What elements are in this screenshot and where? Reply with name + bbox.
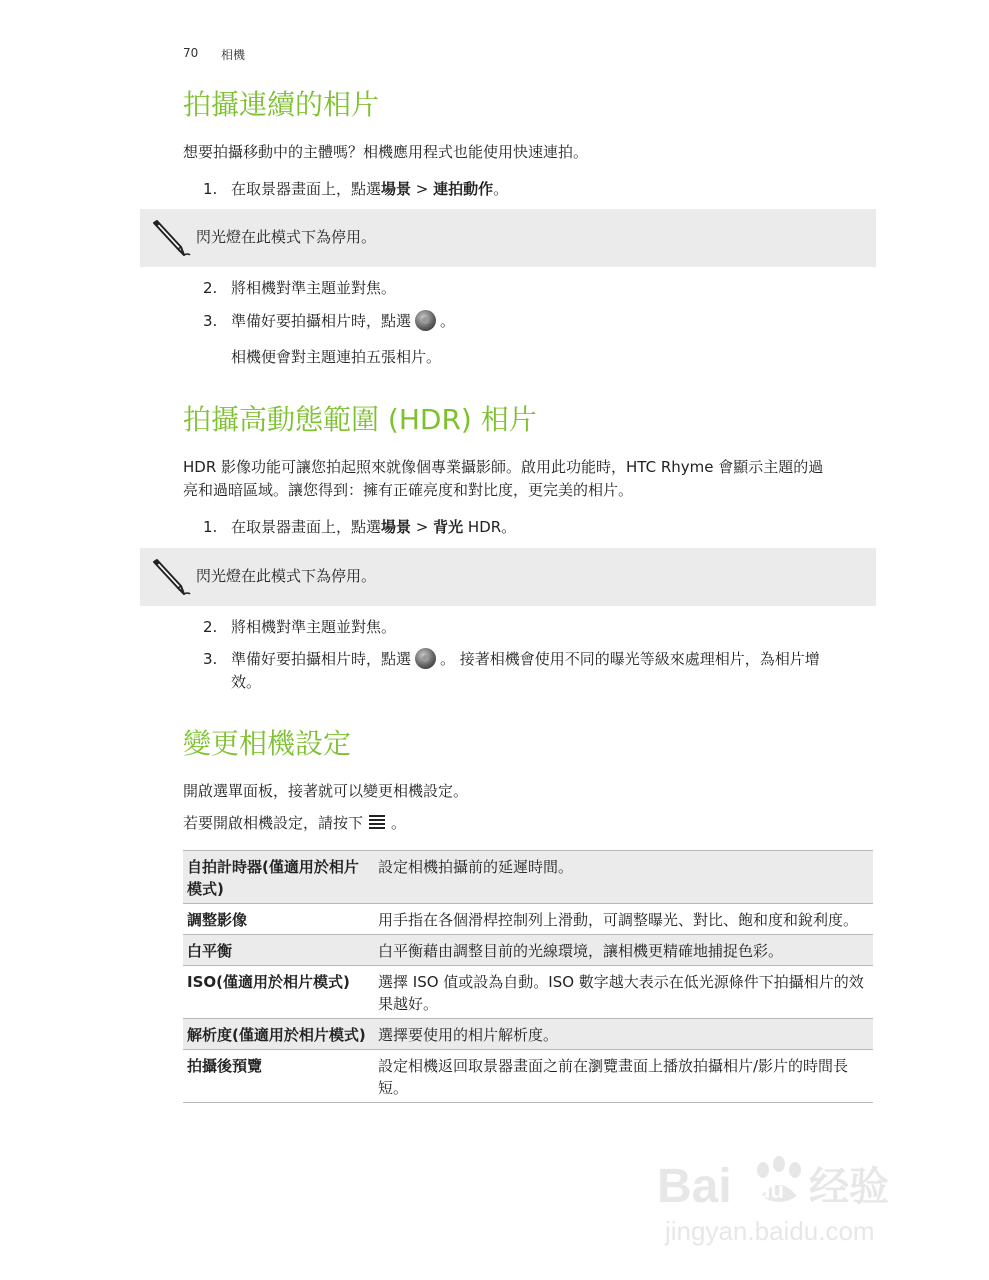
setting-name: 拍攝後預覽 <box>187 1057 263 1075</box>
hdr-step1 <box>231 516 516 538</box>
hdr-step3-post-line1: 。 接著相機會使用不同的曝光等級來處理相片，為相片增 <box>440 650 820 668</box>
note-box-hdr <box>140 548 876 606</box>
settings-instr-post: 。 <box>391 814 407 832</box>
menu-icon <box>367 812 387 832</box>
setting-name-cell <box>183 935 374 966</box>
setting-name-cell <box>183 904 374 935</box>
burst-step1 <box>231 178 508 200</box>
setting-name: 解析度 <box>187 1026 233 1044</box>
table-row <box>183 966 873 1019</box>
burst-step2: 將相機對準主題並對焦。 <box>231 279 397 297</box>
burst-step1-scene: 場景 <box>381 180 412 198</box>
hdr-step1-pre: 在取景器畫面上，點選 <box>231 518 382 536</box>
settings-table <box>183 850 873 1103</box>
hdr-step2-num: 2. <box>203 618 218 636</box>
setting-description: 白平衡藉由調整目前的光線環境，讓相機更精確地捕捉色彩。 <box>374 935 873 966</box>
page-number: 70 <box>183 46 199 60</box>
table-row <box>183 851 873 904</box>
burst-result: 相機便會對主題連拍五張相片。 <box>231 348 442 366</box>
setting-name: 白平衡 <box>187 942 233 960</box>
hdr-step3-num: 3. <box>203 650 218 668</box>
settings-instruction <box>183 812 406 834</box>
setting-name-cell <box>183 851 374 904</box>
setting-qualifier: (僅適用於相片模式) <box>232 1026 366 1044</box>
note-text-hdr: 閃光燈在此模式下為停用。 <box>196 567 377 585</box>
hdr-step1-post: HDR。 <box>463 518 517 536</box>
section-title-burst: 拍攝連續的相片 <box>183 88 380 121</box>
watermark-brand: Bai <box>657 1160 732 1213</box>
section-title-hdr: 拍攝高動態範圍 (HDR) 相片 <box>183 403 537 436</box>
setting-qualifier: (僅適用於相片模式) <box>216 973 350 991</box>
hdr-step1-mode: 背光 <box>433 518 464 536</box>
setting-name: 自拍計時器 <box>187 858 263 876</box>
burst-step1-sep: > <box>411 180 434 198</box>
burst-step1-post: 。 <box>493 180 509 198</box>
burst-step3-num: 3. <box>203 312 218 330</box>
pencil-icon <box>148 217 192 259</box>
hdr-intro-line2: 亮和過暗區域。讓您得到：擁有正確亮度和對比度，更完美的相片。 <box>183 481 634 499</box>
table-row <box>183 904 873 935</box>
table-row <box>183 1019 873 1050</box>
hdr-step1-scene: 場景 <box>381 518 412 536</box>
table-row <box>183 1050 873 1103</box>
setting-qualifier: (僅適用於相片模式) <box>187 858 359 898</box>
section-name: 相機 <box>221 48 246 62</box>
hdr-intro-line1: HDR 影像功能可讓您拍起照來就像個專業攝影師。啟用此功能時，HTC Rhyme 會顯示主題的過 <box>183 458 824 476</box>
note-text-burst: 閃光燈在此模式下為停用。 <box>196 228 377 246</box>
burst-step3-post: 。 <box>440 312 456 330</box>
table-row <box>183 935 873 966</box>
burst-step3 <box>231 310 455 332</box>
burst-step1-pre: 在取景器畫面上，點選 <box>231 180 382 198</box>
hdr-step1-num: 1. <box>203 518 218 536</box>
setting-description: 用手指在各個滑桿控制列上滑動，可調整曝光、對比、飽和度和銳利度。 <box>374 904 873 935</box>
hdr-step2: 將相機對準主題並對焦。 <box>231 618 397 636</box>
setting-name-cell <box>183 1019 374 1050</box>
shutter-icon <box>415 310 436 331</box>
burst-step1-num: 1. <box>203 180 218 198</box>
setting-description: 設定相機返回取景器畫面之前在瀏覽畫面上播放拍攝相片/影片的時間長短。 <box>374 1050 873 1103</box>
settings-instr-pre: 若要開啟相機設定，請按下 <box>183 814 364 832</box>
burst-step3-pre: 準備好要拍攝相片時，點選 <box>231 312 412 330</box>
hdr-step3-pre: 準備好要拍攝相片時，點選 <box>231 650 412 668</box>
setting-name: ISO <box>187 973 217 991</box>
watermark-url: jingyan.baidu.com <box>665 1216 875 1246</box>
setting-name-cell <box>183 1050 374 1103</box>
burst-step2-num: 2. <box>203 279 218 297</box>
setting-name-cell <box>183 966 374 1019</box>
hdr-step1-sep: > <box>411 518 434 536</box>
pencil-icon <box>148 556 192 598</box>
setting-name: 調整影像 <box>187 911 248 929</box>
burst-step1-mode: 連拍動作 <box>433 180 494 198</box>
hdr-step3-line2: 效。 <box>231 673 262 691</box>
shutter-icon <box>415 648 436 669</box>
section-title-settings: 變更相機設定 <box>183 727 352 760</box>
watermark-cn: 经验 <box>809 1164 889 1210</box>
baidu-jingyan-watermark <box>657 1150 927 1250</box>
setting-description: 選擇 ISO 值或設為自動。ISO 數字越大表示在低光源條件下拍攝相片的效果越好。 <box>374 966 873 1019</box>
hdr-step3 <box>231 648 820 670</box>
setting-description: 選擇要使用的相片解析度。 <box>374 1019 873 1050</box>
note-box-burst <box>140 209 876 267</box>
settings-intro: 開啟選單面板，接著就可以變更相機設定。 <box>183 782 469 800</box>
watermark-brand2: du <box>757 1178 784 1203</box>
burst-intro: 想要拍攝移動中的主體嗎？相機應用程式也能使用快速連拍。 <box>183 143 589 161</box>
setting-description: 設定相機拍攝前的延遲時間。 <box>374 851 873 904</box>
